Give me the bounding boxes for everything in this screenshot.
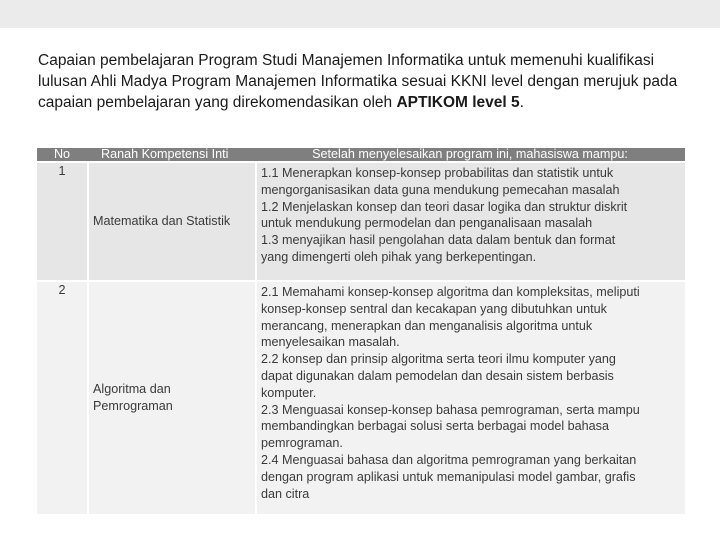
detail-line: komputer. xyxy=(261,385,317,400)
detail-line: merancang, menerapkan dan menganalisis algoritma untuk xyxy=(261,318,593,333)
row-detail xyxy=(255,161,685,280)
ranah-line: Pemrograman xyxy=(93,399,173,413)
detail-line: dan citra xyxy=(261,486,310,501)
detail-line: menyelesaikan masalah. xyxy=(261,335,400,350)
header-ranah: Ranah Kompetensi Inti xyxy=(87,148,255,161)
header-after: Setelah menyelesaikan program ini, mahasiswa mampu: xyxy=(255,148,685,161)
detail-line: mengorganisasikan data guna mendukung pemecahan masalah xyxy=(261,182,620,197)
detail-line: konsep-konsep sentral dan kecakapan yang dibutuhkan untuk xyxy=(261,301,607,316)
intro-text: Capaian pembelajaran Program Studi Manajemen Informatika untuk memenuhi kualifikasi lulusan Ahli Madya Program Manajemen Informatika sesuai KKNI level dengan merujuk pada capaian pembelajaran yang direkomendasikan oleh xyxy=(38,52,678,111)
detail-line: untuk mendukung permodelan dan penganalisaan masalah xyxy=(261,216,593,231)
table-row xyxy=(37,280,685,514)
row-number: 1 xyxy=(37,161,87,280)
header-no: No xyxy=(37,148,87,161)
table-header-row xyxy=(37,148,685,161)
detail-line: yang dimengerti oleh pihak yang berkepentingan. xyxy=(261,249,537,264)
row-detail xyxy=(255,280,685,514)
detail-line: 2.4 Menguasai bahasa dan algoritma pemrograman yang berkaitan xyxy=(261,452,637,467)
detail-line: dapat digunakan dalam pemodelan dan desain sistem berbasis xyxy=(261,368,614,383)
row-ranah: Matematika dan Statistik xyxy=(87,161,255,280)
detail-line: 2.3 Menguasai konsep-konsep bahasa pemrograman, serta mampu xyxy=(261,402,640,417)
detail-line: 1.3 menyajikan hasil pengolahan data dalam bentuk dan format xyxy=(261,233,616,248)
detail-line: membandingkan berbagai solusi serta berbagai model bahasa xyxy=(261,419,609,434)
table-row xyxy=(37,161,685,280)
detail-line: 2.2 konsep dan prinsip algoritma serta teori ilmu komputer yang xyxy=(261,352,616,367)
detail-line: 2.1 Memahami konsep-konsep algoritma dan kompleksitas, meliputi xyxy=(261,285,640,299)
row-ranah xyxy=(87,280,255,514)
intro-bold-text: APTIKOM level 5 xyxy=(396,94,520,111)
detail-line: 1.2 Menjelaskan konsep dan teori dasar logika dan struktur diskrit xyxy=(261,199,628,214)
detail-line: dengan program aplikasi untuk memanipulasi model gambar, grafis xyxy=(261,469,636,484)
row-number: 2 xyxy=(37,280,87,514)
intro-paragraph xyxy=(38,50,688,113)
ranah-line: Algoritma dan xyxy=(93,382,171,397)
detail-line: 1.1 Menerapkan konsep-konsep probabilitas dan statistik untuk xyxy=(261,166,614,180)
competency-table xyxy=(37,148,685,514)
intro-end: . xyxy=(519,94,524,111)
detail-line: pemrograman. xyxy=(261,436,343,451)
top-bar xyxy=(0,0,720,28)
